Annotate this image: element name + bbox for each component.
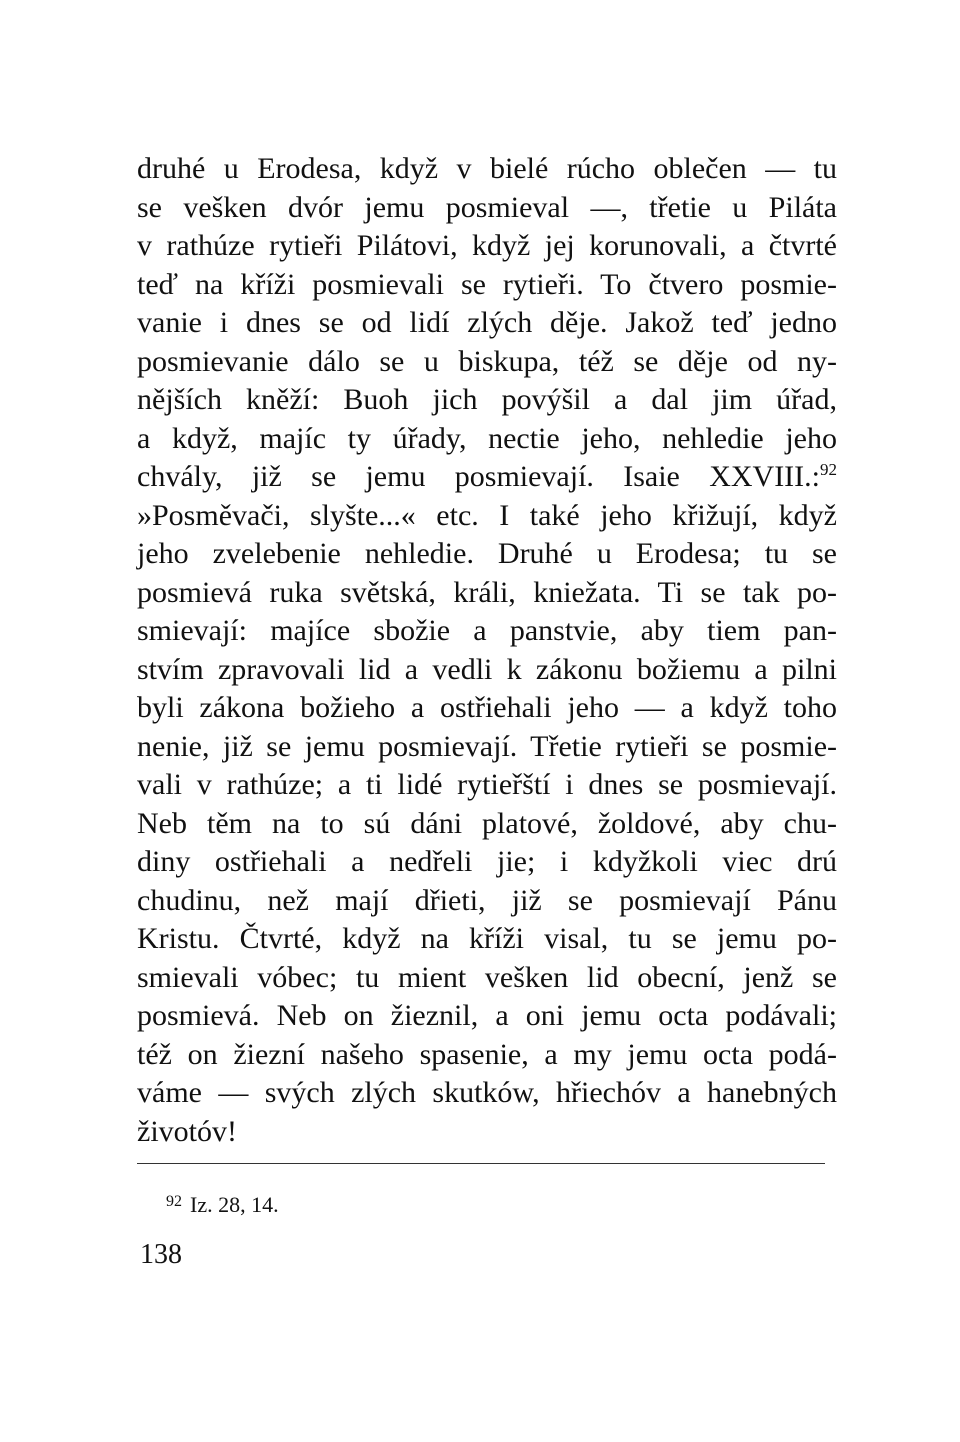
footnote-text: Iz. 28, 14. (190, 1192, 279, 1217)
text-line: jeho zvelebenie nehledie. Druhé u Erodesa; tu se (137, 537, 837, 570)
text-line: nenie, již se jemu posmievají. Třetie rytieři se posmie- (137, 729, 837, 763)
footnote (166, 1188, 279, 1219)
text-line: v rathúze rytieři Pilátovi, když jej korunovali, a čtvrté (137, 229, 837, 262)
text-line: vali v rathúze; a ti lidé rytieřští i dnes se posmievají. (137, 768, 837, 801)
text-line: se vešken dvór jemu posmieval —, třetie u Piláta (137, 190, 837, 224)
footnote-mark: 92 (166, 1193, 182, 1210)
text-line: chvály, již se jemu posmievají. Isaie XXVIII.: (137, 460, 820, 493)
text-line: smievají: majíce sbožie a panstvie, aby tiem pan- (137, 614, 837, 647)
main-text (137, 150, 837, 1151)
text-line: nějších kněží: Buoh jich povýšil a dal jim úřad, (137, 383, 837, 416)
text-line: druhé u Erodesa, když v bielé rúcho oblečen — tu (137, 152, 837, 185)
text-line: posmievá. Neb on žieznil, a oni jemu octa podávali; (137, 999, 837, 1032)
text-line: životóv! (137, 1114, 237, 1148)
text-line: stvím zpravovali lid a vedli k zákonu božiemu a pilni (137, 652, 837, 686)
text-line: diny ostřiehali a nedřeli jie; i kdyžkoli viec drú (137, 845, 837, 878)
text-line: posmievanie dálo se u biskupa, též se děje od ny- (137, 344, 837, 378)
text-line: »Posměvači, slyšte...« etc. I také jeho křižují, když (137, 498, 837, 532)
text-line: též on žiezní našeho spasenie, a my jemu octa podá- (137, 1037, 837, 1071)
page-number: 138 (140, 1239, 182, 1270)
text-line: byli zákona božieho a ostřiehali jeho — a když toho (137, 691, 837, 724)
text-line: a když, majíc ty úřady, nectie jeho, nehledie jeho (137, 421, 837, 455)
text-line: Neb těm na to sú dáni platové, žoldové, aby chu- (137, 806, 837, 840)
text-line: teď na kříži posmievali se rytieři. To čtvero posmie- (137, 267, 837, 301)
footnote-divider (137, 1163, 825, 1164)
text-line: posmievá ruka světská, králi, kniežata. Ti se tak po- (137, 575, 837, 609)
text-line: váme — svých zlých skutków, hřiechóv a hanebných (137, 1076, 837, 1109)
footnote-reference: 92 (820, 460, 837, 479)
text-line: Kristu. Čtvrté, když na kříži visal, tu se jemu po- (137, 922, 837, 955)
text-line: vanie i dnes se od lidí zlých děje. Jakož teď jedno (137, 306, 837, 339)
text-line: smievali vóbec; tu mient vešken lid obecní, jenž se (137, 960, 837, 994)
text-line: chudinu, než mají dřieti, již se posmievají Pánu (137, 883, 837, 917)
text-line-with-footnote-ref (137, 458, 837, 497)
